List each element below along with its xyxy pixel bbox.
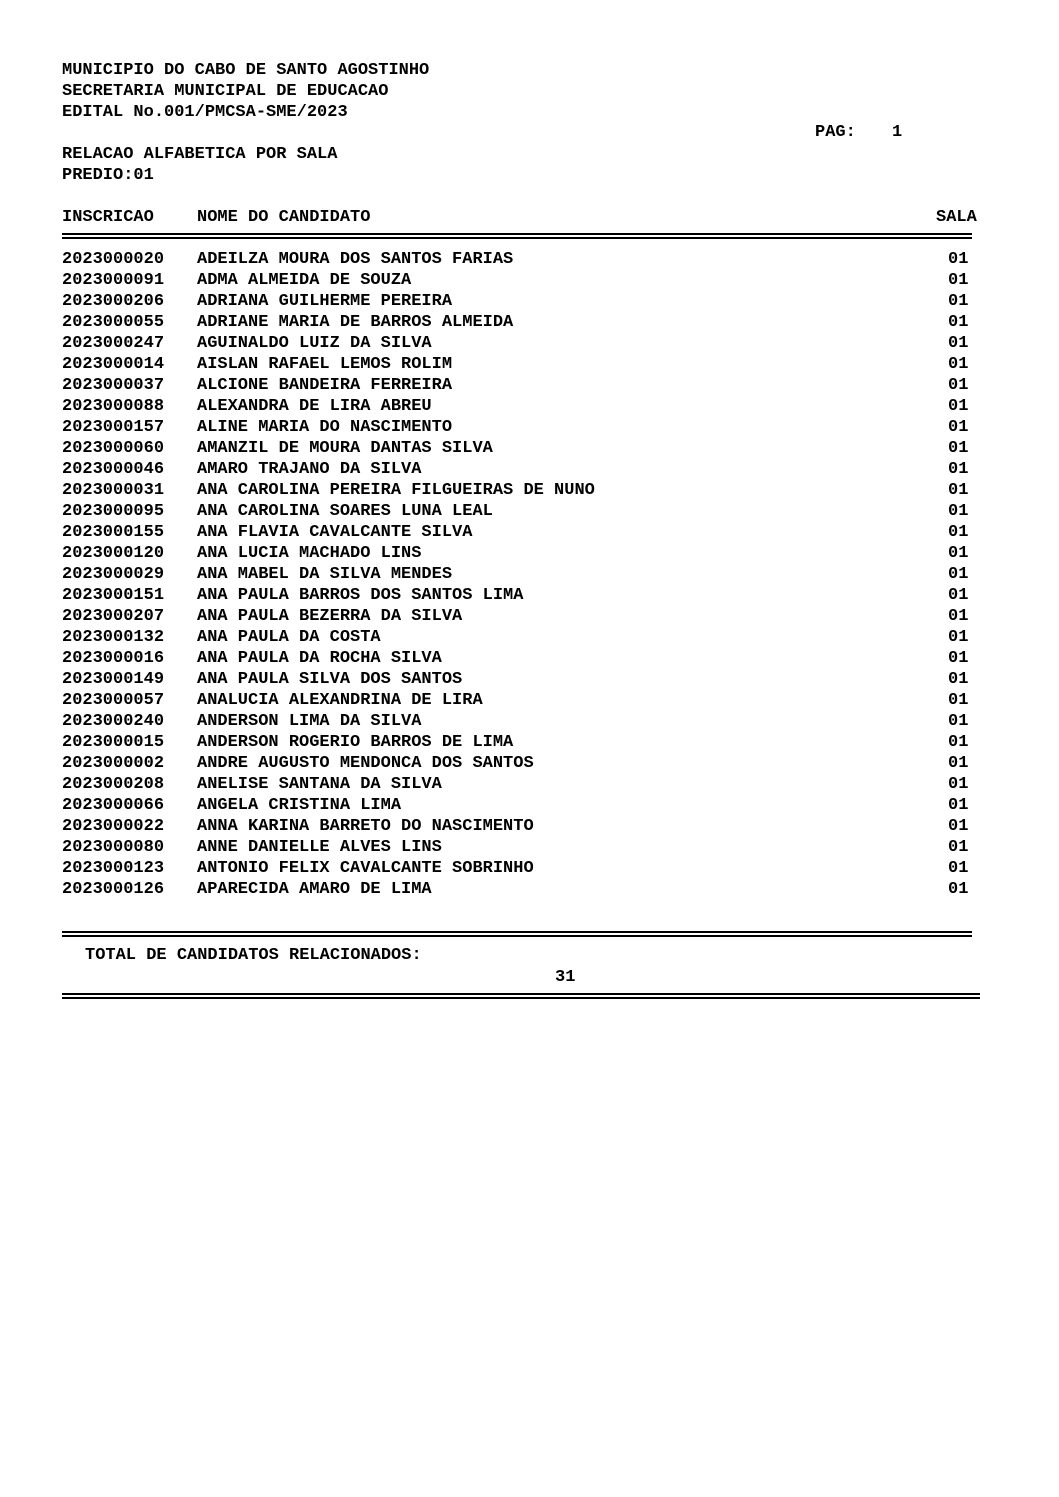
candidate-name-cell: ADRIANA GUILHERME PEREIRA <box>197 292 453 311</box>
inscricao-cell: 2023000091 <box>62 271 165 290</box>
sala-cell: 01 <box>948 460 969 479</box>
sala-cell: 01 <box>948 313 969 332</box>
footer-divider-top <box>62 931 972 933</box>
sala-cell: 01 <box>948 334 969 353</box>
candidate-name-cell: ANDRE AUGUSTO MENDONCA DOS SANTOS <box>197 754 534 773</box>
document-header <box>62 60 429 123</box>
table-row <box>62 795 982 816</box>
table-row <box>62 270 982 291</box>
inscricao-cell: 2023000029 <box>62 565 165 584</box>
table-row <box>62 564 982 585</box>
table-row <box>62 543 982 564</box>
table-row <box>62 816 982 837</box>
table-row <box>62 732 982 753</box>
sala-cell: 01 <box>948 691 969 710</box>
candidate-name-cell: ALCIONE BANDEIRA FERREIRA <box>197 376 453 395</box>
candidate-name-cell: ANA PAULA BEZERRA DA SILVA <box>197 607 463 626</box>
table-row <box>62 585 982 606</box>
sala-cell: 01 <box>948 355 969 374</box>
sala-cell: 01 <box>948 565 969 584</box>
table-row <box>62 648 982 669</box>
table-row <box>62 627 982 648</box>
table-row <box>62 417 982 438</box>
sala-cell: 01 <box>948 292 969 311</box>
candidate-name-cell: ANA LUCIA MACHADO LINS <box>197 544 422 563</box>
sala-cell: 01 <box>948 796 969 815</box>
column-header-inscricao: INSCRICAO <box>62 208 154 227</box>
report-title: RELACAO ALFABETICA POR SALA <box>62 145 338 164</box>
total-label: TOTAL DE CANDIDATOS RELACIONADOS: <box>85 946 422 965</box>
inscricao-cell: 2023000022 <box>62 817 165 836</box>
inscricao-cell: 2023000157 <box>62 418 165 437</box>
candidate-name-cell: ANA PAULA BARROS DOS SANTOS LIMA <box>197 586 524 605</box>
inscricao-cell: 2023000020 <box>62 250 165 269</box>
inscricao-cell: 2023000240 <box>62 712 165 731</box>
building-label: PREDIO:01 <box>62 166 154 185</box>
candidate-name-cell: ANELISE SANTANA DA SILVA <box>197 775 442 794</box>
candidate-name-cell: ANA CAROLINA PEREIRA FILGUEIRAS DE NUNO <box>197 481 595 500</box>
sala-cell: 01 <box>948 418 969 437</box>
sala-cell: 01 <box>948 712 969 731</box>
sala-cell: 01 <box>948 376 969 395</box>
candidate-name-cell: ANGELA CRISTINA LIMA <box>197 796 402 815</box>
inscricao-cell: 2023000132 <box>62 628 165 647</box>
candidate-name-cell: ADRIANE MARIA DE BARROS ALMEIDA <box>197 313 514 332</box>
candidate-name-cell: ANDERSON LIMA DA SILVA <box>197 712 422 731</box>
inscricao-cell: 2023000123 <box>62 859 165 878</box>
sala-cell: 01 <box>948 649 969 668</box>
inscricao-cell: 2023000206 <box>62 292 165 311</box>
table-row <box>62 312 982 333</box>
total-value: 31 <box>555 968 576 987</box>
inscricao-cell: 2023000016 <box>62 649 165 668</box>
sala-cell: 01 <box>948 859 969 878</box>
candidate-name-cell: ANNE DANIELLE ALVES LINS <box>197 838 442 857</box>
sala-cell: 01 <box>948 775 969 794</box>
sala-cell: 01 <box>948 880 969 899</box>
table-row <box>62 837 982 858</box>
sala-cell: 01 <box>948 670 969 689</box>
table-row <box>62 375 982 396</box>
report-title-block <box>62 144 337 186</box>
candidate-table <box>62 249 982 900</box>
inscricao-cell: 2023000080 <box>62 838 165 857</box>
candidate-name-cell: ANA PAULA DA COSTA <box>197 628 381 647</box>
inscricao-cell: 2023000014 <box>62 355 165 374</box>
table-row <box>62 333 982 354</box>
sala-cell: 01 <box>948 397 969 416</box>
table-row <box>62 879 982 900</box>
page-number: 1 <box>892 123 903 142</box>
sala-cell: 01 <box>948 838 969 857</box>
sala-cell: 01 <box>948 250 969 269</box>
table-row <box>62 690 982 711</box>
header-divider <box>62 233 972 235</box>
inscricao-cell: 2023000060 <box>62 439 165 458</box>
inscricao-cell: 2023000120 <box>62 544 165 563</box>
table-row <box>62 480 982 501</box>
sala-cell: 01 <box>948 607 969 626</box>
table-row <box>62 711 982 732</box>
candidate-name-cell: ADEILZA MOURA DOS SANTOS FARIAS <box>197 250 514 269</box>
inscricao-cell: 2023000015 <box>62 733 165 752</box>
inscricao-cell: 2023000088 <box>62 397 165 416</box>
edital-reference: EDITAL No.001/PMCSA-SME/2023 <box>62 103 348 122</box>
column-header-nome: NOME DO CANDIDATO <box>197 208 371 227</box>
candidate-name-cell: ANA CAROLINA SOARES LUNA LEAL <box>197 502 493 521</box>
inscricao-cell: 2023000155 <box>62 523 165 542</box>
sala-cell: 01 <box>948 586 969 605</box>
inscricao-cell: 2023000149 <box>62 670 165 689</box>
inscricao-cell: 2023000208 <box>62 775 165 794</box>
page-label: PAG: <box>815 123 856 142</box>
sala-cell: 01 <box>948 544 969 563</box>
table-row <box>62 774 982 795</box>
inscricao-cell: 2023000095 <box>62 502 165 521</box>
candidate-name-cell: ANA PAULA SILVA DOS SANTOS <box>197 670 463 689</box>
inscricao-cell: 2023000066 <box>62 796 165 815</box>
sala-cell: 01 <box>948 439 969 458</box>
table-row <box>62 753 982 774</box>
inscricao-cell: 2023000057 <box>62 691 165 710</box>
candidate-name-cell: AGUINALDO LUIZ DA SILVA <box>197 334 432 353</box>
department-name: SECRETARIA MUNICIPAL DE EDUCACAO <box>62 82 389 101</box>
municipality-name: MUNICIPIO DO CABO DE SANTO AGOSTINHO <box>62 61 430 80</box>
candidate-name-cell: ANTONIO FELIX CAVALCANTE SOBRINHO <box>197 859 534 878</box>
candidate-name-cell: ANALUCIA ALEXANDRINA DE LIRA <box>197 691 483 710</box>
table-row <box>62 501 982 522</box>
sala-cell: 01 <box>948 271 969 290</box>
inscricao-cell: 2023000247 <box>62 334 165 353</box>
table-row <box>62 291 982 312</box>
candidate-name-cell: APARECIDA AMARO DE LIMA <box>197 880 432 899</box>
sala-cell: 01 <box>948 628 969 647</box>
candidate-name-cell: ANA MABEL DA SILVA MENDES <box>197 565 453 584</box>
table-row <box>62 459 982 480</box>
candidate-name-cell: ANA PAULA DA ROCHA SILVA <box>197 649 442 668</box>
sala-cell: 01 <box>948 733 969 752</box>
table-row <box>62 606 982 627</box>
inscricao-cell: 2023000046 <box>62 460 165 479</box>
table-row <box>62 396 982 417</box>
table-row <box>62 669 982 690</box>
table-row <box>62 858 982 879</box>
inscricao-cell: 2023000126 <box>62 880 165 899</box>
candidate-name-cell: ANA FLAVIA CAVALCANTE SILVA <box>197 523 473 542</box>
sala-cell: 01 <box>948 481 969 500</box>
candidate-name-cell: ANDERSON ROGERIO BARROS DE LIMA <box>197 733 514 752</box>
sala-cell: 01 <box>948 502 969 521</box>
inscricao-cell: 2023000151 <box>62 586 165 605</box>
inscricao-cell: 2023000031 <box>62 481 165 500</box>
inscricao-cell: 2023000002 <box>62 754 165 773</box>
sala-cell: 01 <box>948 754 969 773</box>
candidate-name-cell: ADMA ALMEIDA DE SOUZA <box>197 271 412 290</box>
candidate-name-cell: ALEXANDRA DE LIRA ABREU <box>197 397 432 416</box>
candidate-name-cell: ANNA KARINA BARRETO DO NASCIMENTO <box>197 817 534 836</box>
candidate-name-cell: AISLAN RAFAEL LEMOS ROLIM <box>197 355 453 374</box>
inscricao-cell: 2023000055 <box>62 313 165 332</box>
candidate-name-cell: AMANZIL DE MOURA DANTAS SILVA <box>197 439 493 458</box>
table-row <box>62 354 982 375</box>
sala-cell: 01 <box>948 523 969 542</box>
sala-cell: 01 <box>948 817 969 836</box>
column-header-sala: SALA <box>936 208 977 227</box>
candidate-name-cell: ALINE MARIA DO NASCIMENTO <box>197 418 453 437</box>
inscricao-cell: 2023000207 <box>62 607 165 626</box>
table-row <box>62 249 982 270</box>
inscricao-cell: 2023000037 <box>62 376 165 395</box>
candidate-name-cell: AMARO TRAJANO DA SILVA <box>197 460 422 479</box>
footer-divider-bottom <box>62 993 980 995</box>
table-row <box>62 438 982 459</box>
table-row <box>62 522 982 543</box>
